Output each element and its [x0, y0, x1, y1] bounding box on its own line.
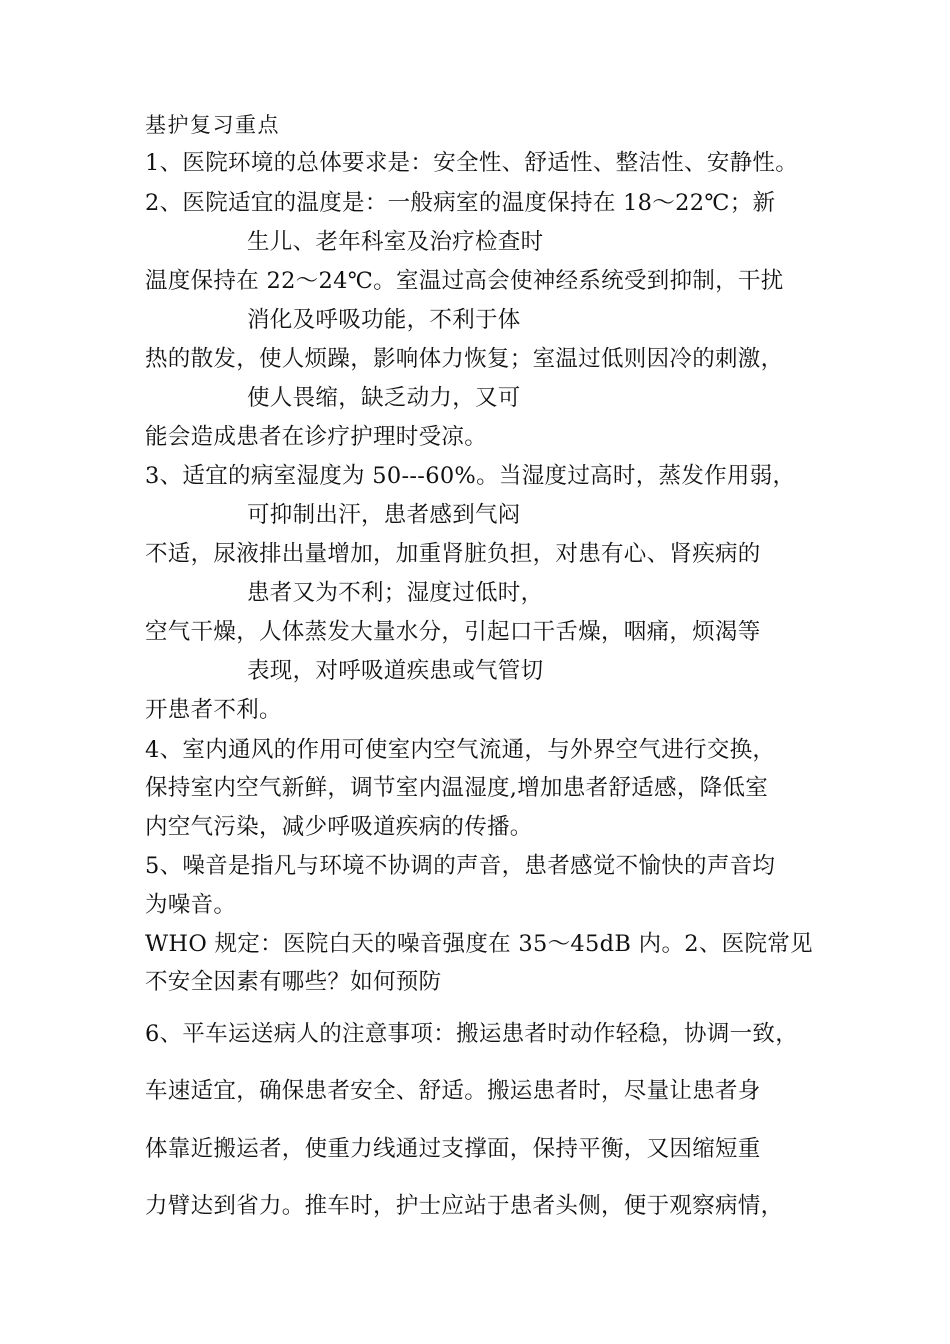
text-line: 4、室内通风的作用可使室内空气流通，与外界空气进行交换， [145, 737, 776, 763]
document-title: 基护复习重点 [145, 113, 280, 137]
text-line-indented: 可抑制出汗，患者感到气闷 [247, 502, 521, 528]
text-line: 不适，尿液排出量增加，加重肾脏负担，对患有心、肾疾病的 [145, 541, 761, 567]
text-line: WHO 规定：医院白天的噪音强度在 35～45dB 内。2、医院常见 [145, 931, 813, 957]
text-line-indented: 患者又为不利；湿度过低时， [247, 580, 544, 606]
text-line-indented: 表现，对呼吸道疾患或气管切 [247, 658, 544, 684]
text-line: 为噪音。 [145, 892, 237, 918]
text-line: 6、平车运送病人的注意事项：搬运患者时动作轻稳，协调一致， [145, 1021, 799, 1047]
text-line: 1、医院环境的总体要求是：安全性、舒适性、整洁性、安静性。 [145, 150, 799, 176]
text-line: 空气干燥，人体蒸发大量水分，引起口干舌燥，咽痛，烦渴等 [145, 619, 761, 645]
text-line: 2、医院适宜的温度是：一般病室的温度保持在 18～22℃；新 [145, 190, 776, 216]
text-line: 5、噪音是指凡与环境不协调的声音，患者感觉不愉快的声音均 [145, 853, 776, 879]
text-line: 热的散发，使人烦躁，影响体力恢复；室温过低则因冷的刺激， [145, 346, 784, 372]
text-line: 能会造成患者在诊疗护理时受凉。 [145, 424, 488, 450]
text-line: 车速适宜，确保患者安全、舒适。搬运患者时，尽量让患者身 [145, 1078, 761, 1104]
text-line: 温度保持在 22～24℃。室温过高会使神经系统受到抑制，干扰 [145, 268, 784, 294]
text-line: 开患者不利。 [145, 697, 282, 723]
text-line-indented: 使人畏缩，缺乏动力，又可 [247, 385, 521, 411]
text-line-indented: 生儿、老年科室及治疗检查时 [247, 229, 544, 255]
text-line: 不安全因素有哪些？如何预防 [145, 969, 442, 995]
text-line: 内空气污染，减少呼吸道疾病的传播。 [145, 814, 533, 840]
text-line: 3、适宜的病室湿度为 50---60%。当湿度过高时，蒸发作用弱， [145, 463, 796, 489]
text-line: 力臂达到省力。推车时，护士应站于患者头侧，便于观察病情， [145, 1193, 784, 1219]
text-line: 保持室内空气新鲜，调节室内温湿度,增加患者舒适感，降低室 [145, 775, 769, 801]
text-line-indented: 消化及呼吸功能，不利于体 [247, 307, 521, 333]
text-line: 体靠近搬运者，使重力线通过支撑面，保持平衡，又因缩短重 [145, 1136, 761, 1162]
